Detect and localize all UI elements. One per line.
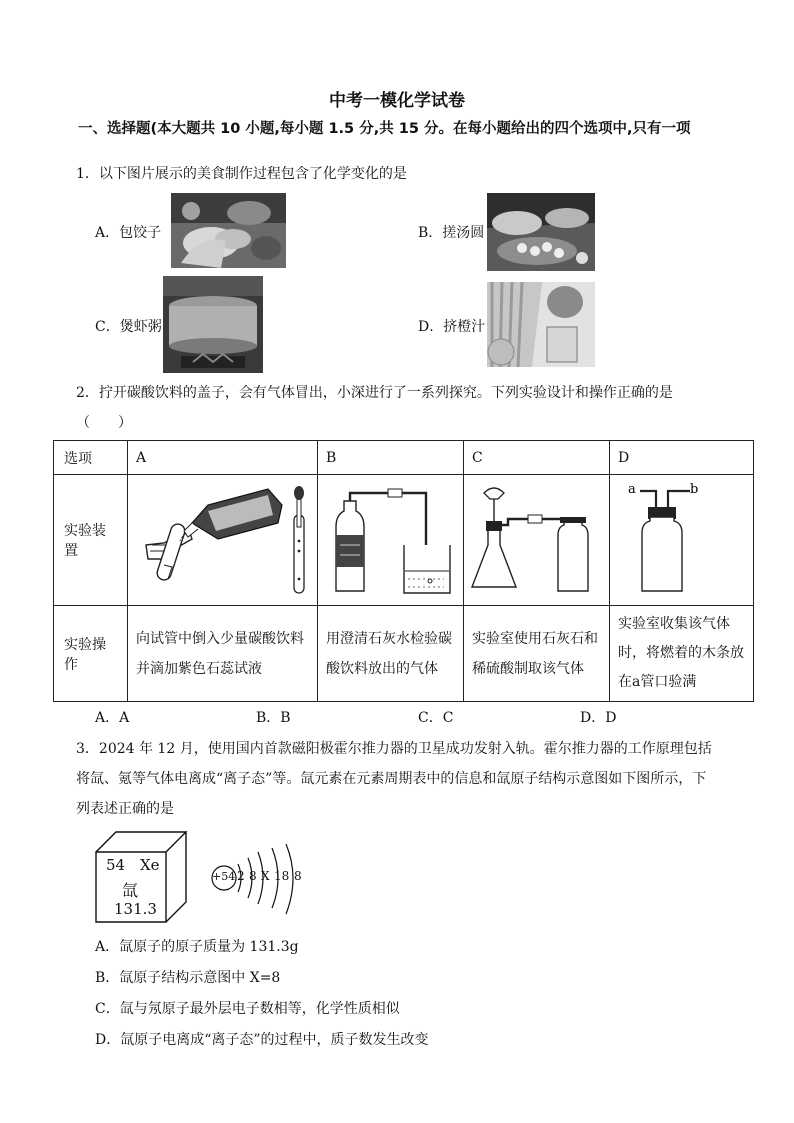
q1-option-b[interactable]: B．搓汤圆 — [418, 225, 485, 241]
q1-option-c[interactable]: C．煲虾粥 — [95, 319, 162, 335]
header-c: C — [464, 441, 610, 475]
orange-juice-photo — [487, 282, 595, 367]
question-3-stem-line3: 列表述正确的是 — [76, 801, 174, 817]
dumpling-photo — [171, 193, 286, 268]
operation-b: 用澄清石灰水检验碳酸饮料放出的气体 — [318, 606, 464, 702]
atomic-number: 54 — [106, 856, 126, 874]
element-name: 氙 — [122, 881, 139, 900]
shell-5: 8 — [294, 869, 302, 883]
header-a: A — [128, 441, 318, 475]
nucleus-charge: +54 — [212, 870, 236, 883]
q3-option-a[interactable]: A．氙原子的原子质量为 131.3g — [95, 939, 299, 955]
section-heading-text: 一、选择题(本大题共 10 小题,每小题 1.5 分,共 15 分。在每小题给出的四个选项中,只有一项 — [78, 121, 691, 137]
table-device-row — [54, 475, 754, 606]
q1-option-a[interactable]: A．包饺子 — [95, 225, 162, 241]
tube-b-label: b — [690, 482, 699, 497]
element-card — [94, 830, 190, 924]
shell-1: 2 — [237, 869, 245, 883]
operation-c: 实验室使用石灰石和稀硫酸制取该气体 — [464, 606, 610, 702]
table-header-row — [54, 441, 754, 475]
tube-a-label: a — [628, 482, 636, 497]
q3-option-c[interactable]: C．氙与氖原子最外层电子数相等，化学性质相似 — [95, 1001, 400, 1017]
atomic-mass: 131.3 — [114, 900, 157, 918]
question-1-stem: 1．以下图片展示的美食制作过程包含了化学变化的是 — [76, 166, 407, 182]
experiment-table — [53, 440, 754, 702]
page-title: 中考一模化学试卷 — [329, 91, 465, 111]
table-operation-row — [54, 606, 754, 702]
shell-3: X — [261, 869, 270, 883]
shell-4: 18 — [274, 869, 290, 883]
tangyuan-photo — [487, 193, 595, 271]
operation-a: 向试管中倒入少量碳酸饮料并滴加紫色石蕊试液 — [128, 606, 318, 702]
q2-option-c[interactable]: C．C — [418, 710, 454, 726]
q3-option-d[interactable]: D．氙原子电离成“离子态”的过程中，质子数发生改变 — [95, 1032, 429, 1048]
question-2-stem: 2．拧开碳酸饮料的盖子，会有气体冒出，小深进行了一系列探究。下列实验设计和操作正确的是 — [76, 385, 673, 401]
header-b: B — [318, 441, 464, 475]
atom-structure-diagram — [208, 842, 308, 922]
q2-option-a[interactable]: A．A — [95, 710, 130, 726]
q1-option-d[interactable]: D．挤橙汁 — [418, 319, 486, 335]
q2-option-d[interactable]: D．D — [580, 710, 617, 726]
device-d-diagram — [610, 475, 752, 601]
device-a-cell — [128, 475, 318, 606]
device-b-cell — [318, 475, 464, 606]
device-c-diagram — [464, 475, 608, 601]
shell-2: 8 — [249, 869, 257, 883]
section-heading — [78, 118, 758, 140]
element-symbol: Xe — [140, 856, 160, 874]
question-2-paren: （ ） — [76, 415, 132, 431]
row-label-device: 实验装置 — [54, 475, 128, 606]
q3-option-b[interactable]: B．氙原子结构示意图中 X=8 — [95, 970, 281, 986]
device-b-diagram — [318, 475, 462, 601]
device-d-cell — [610, 475, 754, 606]
question-3-stem-line1: 3．2024 年 12 月，使用国内首款磁阳极霍尔推力器的卫星成功发射入轨。霍尔推力器的工作原理包括 — [76, 741, 712, 757]
question-3-stem-line2: 将氙、氪等气体电离成“离子态”等。氙元素在元素周期表中的信息和氙原子结构示意图如下图所示，下 — [76, 771, 707, 787]
row-label-operation: 实验操作 — [54, 606, 128, 702]
header-option: 选项 — [54, 441, 128, 475]
device-c-cell — [464, 475, 610, 606]
device-a-diagram — [128, 475, 316, 601]
operation-d: 实验室收集该气体时，将燃着的木条放在a管口验满 — [610, 606, 754, 702]
q2-option-b[interactable]: B．B — [256, 710, 291, 726]
header-d: D — [610, 441, 754, 475]
shrimp-porridge-photo — [163, 276, 263, 373]
